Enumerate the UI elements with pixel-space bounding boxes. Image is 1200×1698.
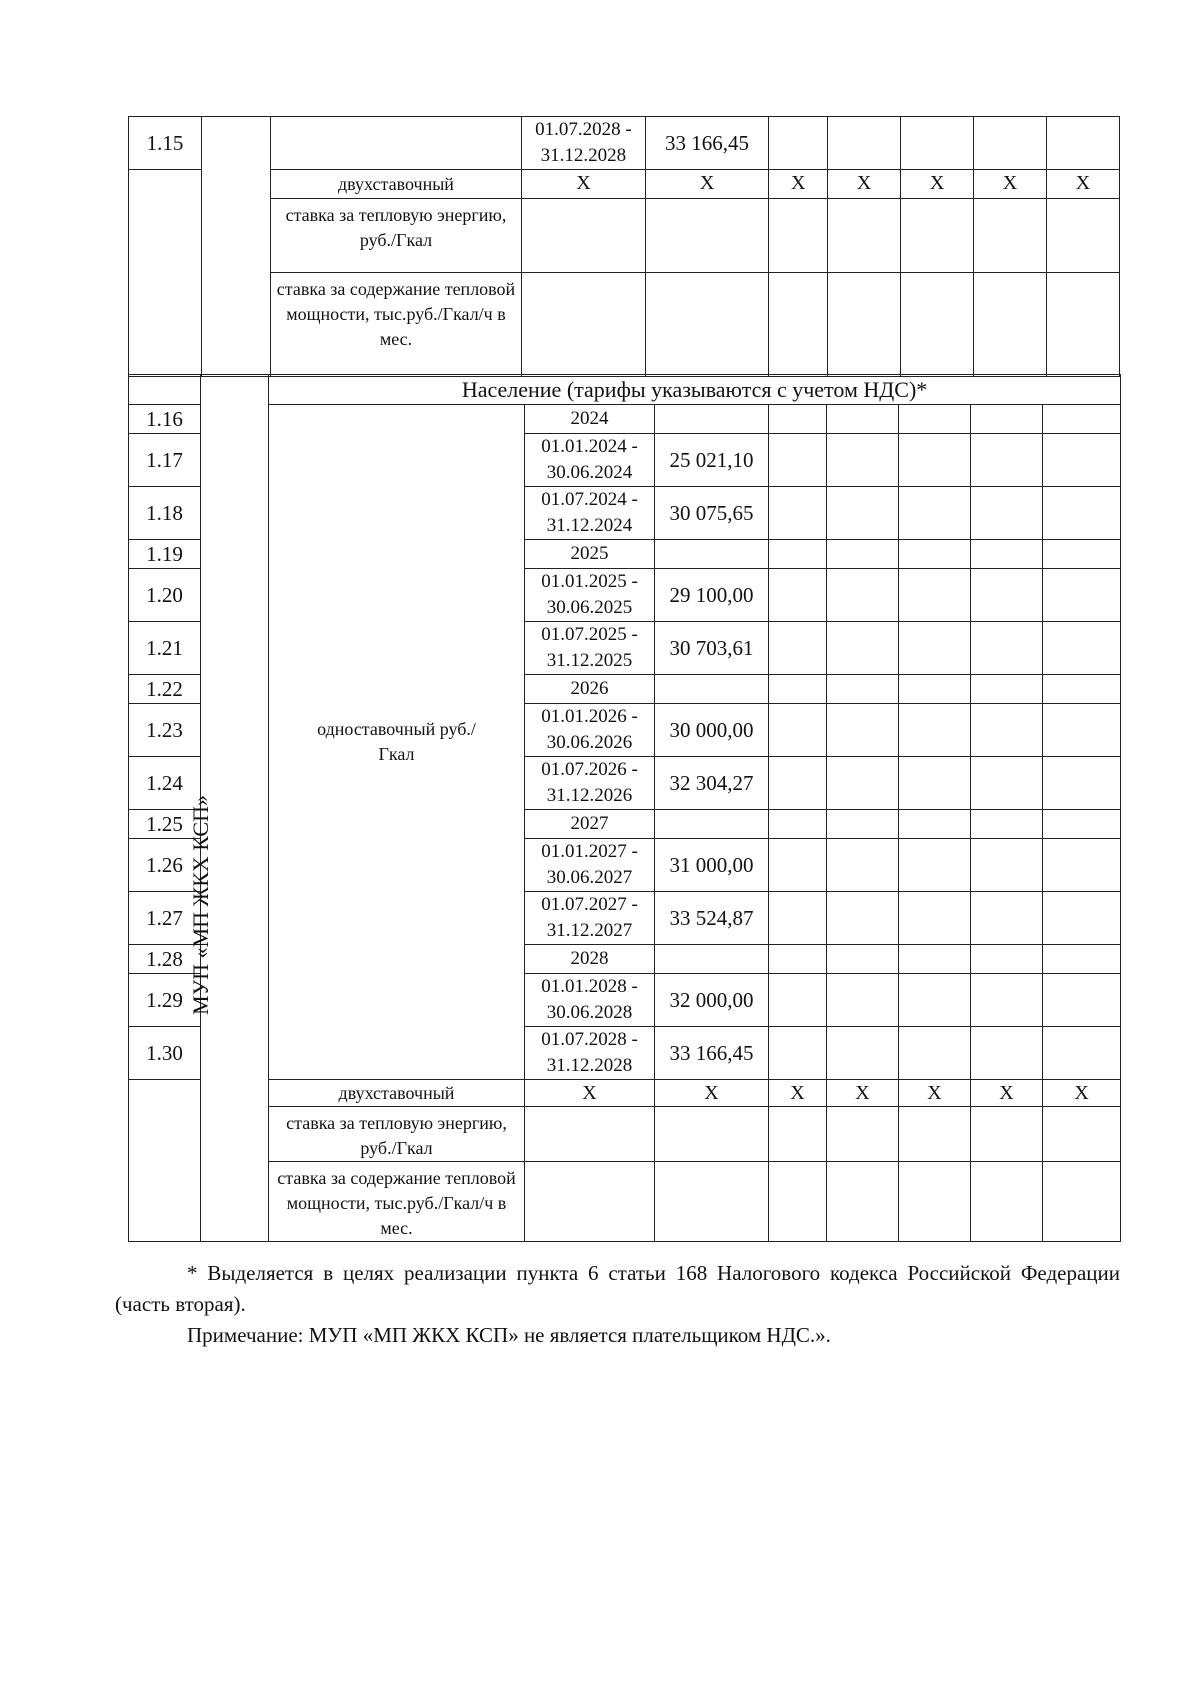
blank-cell	[645, 273, 769, 377]
period-cell: 01.01.2025 - 30.06.2025	[525, 569, 655, 622]
x-mark: Х	[828, 170, 901, 199]
org-cell	[201, 170, 270, 377]
blank-cell	[645, 199, 769, 273]
x-mark: Х	[769, 1080, 827, 1107]
blank-cell	[769, 117, 828, 170]
tariff-value: 30 703,61	[655, 622, 769, 675]
tariff-value: 32 304,27	[655, 757, 769, 810]
blank-cell	[827, 810, 899, 839]
row-number: 1.30	[129, 1027, 201, 1080]
blank-cell	[827, 540, 899, 569]
blank-cell	[769, 704, 827, 757]
blank-cell	[769, 1027, 827, 1080]
table-row	[129, 375, 1121, 405]
blank-cell	[1043, 810, 1121, 839]
blank-cell	[827, 839, 899, 892]
tariff-value: 33 166,45	[645, 117, 769, 170]
blank-cell	[769, 839, 827, 892]
blank-cell	[971, 487, 1043, 540]
period-cell: 01.01.2027 - 30.06.2027	[525, 839, 655, 892]
blank-cell	[971, 434, 1043, 487]
row-number: 1.29	[129, 974, 201, 1027]
blank-cell	[1043, 704, 1121, 757]
blank-cell	[827, 945, 899, 974]
blank-cell	[899, 405, 971, 434]
remark-text: Примечание: МУП «МП ЖКХ КСП» не является плательщиком НДС.».	[187, 1323, 831, 1347]
row-number	[129, 1080, 201, 1242]
blank-cell	[901, 273, 974, 377]
blank-cell	[901, 199, 974, 273]
blank-cell	[899, 974, 971, 1027]
blank-cell	[971, 810, 1043, 839]
row-number: 1.16	[129, 405, 201, 434]
blank-cell	[522, 273, 646, 377]
period-cell: 2027	[525, 810, 655, 839]
blank-cell	[899, 1107, 971, 1162]
blank-cell	[525, 1107, 655, 1162]
blank-cell	[974, 199, 1047, 273]
blank-cell	[1043, 1027, 1121, 1080]
blank-cell	[899, 839, 971, 892]
table-row	[129, 117, 1120, 170]
blank-cell	[769, 757, 827, 810]
blank-cell	[827, 487, 899, 540]
blank-cell	[899, 622, 971, 675]
blank-cell	[655, 1107, 769, 1162]
blank-cell	[769, 1107, 827, 1162]
blank-cell	[769, 487, 827, 540]
section-title: Население (тарифы указываются с учетом НДС)*	[269, 375, 1121, 405]
two-rate-label: двухставочный	[270, 170, 521, 199]
tariff-value: 33 166,45	[655, 1027, 769, 1080]
blank-cell	[971, 757, 1043, 810]
blank-cell	[1043, 675, 1121, 704]
blank-cell	[1046, 117, 1119, 170]
row-number: 1.25	[129, 810, 201, 839]
blank-cell	[769, 540, 827, 569]
period-cell: 01.07.2024 - 31.12.2024	[525, 487, 655, 540]
blank-cell	[971, 945, 1043, 974]
blank-cell	[827, 675, 899, 704]
blank-cell	[1043, 540, 1121, 569]
x-mark: Х	[899, 1080, 971, 1107]
x-mark: Х	[525, 1080, 655, 1107]
period-cell: 01.01.2028 - 30.06.2028	[525, 974, 655, 1027]
x-mark: Х	[974, 170, 1047, 199]
blank-cell	[899, 434, 971, 487]
x-mark: Х	[1043, 1080, 1121, 1107]
blank-cell	[827, 434, 899, 487]
tariff-value: 29 100,00	[655, 569, 769, 622]
row-number: 1.19	[129, 540, 201, 569]
blank-cell	[899, 487, 971, 540]
blank-cell	[899, 569, 971, 622]
blank-cell	[828, 199, 901, 273]
table-row	[129, 273, 1120, 377]
period-cell: 2025	[525, 540, 655, 569]
blank-cell	[1043, 757, 1121, 810]
tariff-value: 31 000,00	[655, 839, 769, 892]
x-mark: Х	[522, 170, 646, 199]
row-number: 1.22	[129, 675, 201, 704]
one-rate-label: одноставочный руб./Гкал	[269, 405, 525, 1080]
tariff-value: 25 021,10	[655, 434, 769, 487]
row-number: 1.28	[129, 945, 201, 974]
blank-cell	[1043, 405, 1121, 434]
period-cell: 2028	[525, 945, 655, 974]
blank-cell	[971, 675, 1043, 704]
blank-cell	[971, 540, 1043, 569]
x-mark: Х	[645, 170, 769, 199]
blank-cell	[522, 199, 646, 273]
blank-cell	[971, 704, 1043, 757]
blank-cell	[974, 273, 1047, 377]
blank-cell	[827, 569, 899, 622]
footnote-text: * Выделяется в целях реализации пункта 6 статьи 168 Налогового кодекса Российской Федерации (часть вторая).	[115, 1261, 1120, 1316]
blank-cell	[899, 1162, 971, 1242]
blank-cell	[827, 405, 899, 434]
blank-cell	[270, 117, 521, 170]
blank-cell	[769, 405, 827, 434]
org-cell	[201, 117, 270, 170]
blank-cell	[827, 1027, 899, 1080]
blank-cell	[769, 945, 827, 974]
blank-cell	[827, 622, 899, 675]
blank-cell	[971, 569, 1043, 622]
blank-cell	[769, 434, 827, 487]
period-cell: 01.07.2025 - 31.12.2025	[525, 622, 655, 675]
tariff-table-population	[128, 374, 1121, 1242]
row-number: 1.15	[129, 117, 202, 170]
period-cell: 01.07.2028 - 31.12.2028	[525, 1027, 655, 1080]
tariff-value: 32 000,00	[655, 974, 769, 1027]
blank-cell	[1043, 487, 1121, 540]
heat-rate-label: ставка за тепловую энергию, руб./Гкал	[269, 1107, 525, 1162]
notes-block	[115, 1258, 1120, 1351]
blank-cell	[1043, 1162, 1121, 1242]
blank-cell	[827, 704, 899, 757]
blank-cell	[899, 675, 971, 704]
blank-cell	[971, 839, 1043, 892]
tariff-value: 33 524,87	[655, 892, 769, 945]
blank-cell	[1046, 273, 1119, 377]
blank-cell	[1043, 434, 1121, 487]
blank-cell	[769, 1162, 827, 1242]
table-row	[129, 1162, 1121, 1242]
row-number: 1.17	[129, 434, 201, 487]
blank-cell	[828, 117, 901, 170]
tariff-value	[655, 405, 769, 434]
row-number: 1.21	[129, 622, 201, 675]
blank-cell	[769, 974, 827, 1027]
blank-cell	[828, 273, 901, 377]
blank-cell	[974, 117, 1047, 170]
tariff-value	[655, 810, 769, 839]
period-cell: 2024	[525, 405, 655, 434]
blank-cell	[1043, 622, 1121, 675]
blank-cell	[769, 810, 827, 839]
blank-cell	[827, 974, 899, 1027]
x-mark: Х	[971, 1080, 1043, 1107]
blank-cell	[827, 892, 899, 945]
table-row	[129, 199, 1120, 273]
tariff-value	[655, 945, 769, 974]
period-cell: 2026	[525, 675, 655, 704]
x-mark: Х	[655, 1080, 769, 1107]
blank-cell	[769, 892, 827, 945]
period-cell: 01.01.2026 - 30.06.2026	[525, 704, 655, 757]
blank-cell	[769, 569, 827, 622]
x-mark: Х	[827, 1080, 899, 1107]
blank-cell	[899, 945, 971, 974]
capacity-rate-label: ставка за содержание тепловой мощности, тыс.руб./Гкал/ч в мес.	[269, 1162, 525, 1242]
table-row	[129, 405, 1121, 434]
x-mark: Х	[1046, 170, 1119, 199]
blank-cell	[971, 1027, 1043, 1080]
two-rate-label: двухставочный	[269, 1080, 525, 1107]
tariff-table-part1	[128, 116, 1120, 377]
row-number: 1.27	[129, 892, 201, 945]
blank-cell	[1043, 945, 1121, 974]
tariff-value	[655, 540, 769, 569]
blank-cell	[971, 1107, 1043, 1162]
blank-cell	[971, 974, 1043, 1027]
blank-cell	[899, 704, 971, 757]
blank-cell	[971, 892, 1043, 945]
tariff-value: 30 000,00	[655, 704, 769, 757]
blank-cell	[899, 810, 971, 839]
row-number	[129, 170, 202, 377]
blank-cell	[1043, 974, 1121, 1027]
table-row	[129, 170, 1120, 199]
tariff-value	[655, 675, 769, 704]
row-number: 1.26	[129, 839, 201, 892]
blank-cell	[1046, 199, 1119, 273]
heat-rate-label: ставка за тепловую энергию, руб./Гкал	[270, 199, 521, 273]
blank-cell	[901, 117, 974, 170]
row-number: 1.24	[129, 757, 201, 810]
capacity-rate-label: ставка за содержание тепловой мощности, тыс.руб./Гкал/ч в мес.	[270, 273, 521, 377]
blank-cell	[971, 622, 1043, 675]
blank-cell	[1043, 892, 1121, 945]
blank-cell	[899, 540, 971, 569]
row-number: 1.20	[129, 569, 201, 622]
period-cell: 01.07.2027 - 31.12.2027	[525, 892, 655, 945]
row-number: 1.18	[129, 487, 201, 540]
blank-cell	[899, 892, 971, 945]
blank-cell	[769, 675, 827, 704]
blank-cell	[827, 1162, 899, 1242]
blank-cell	[1043, 1107, 1121, 1162]
blank-cell	[971, 1162, 1043, 1242]
blank-cell	[769, 622, 827, 675]
tariff-value: 30 075,65	[655, 487, 769, 540]
blank-cell	[655, 1162, 769, 1242]
org-name: МУП «МП ЖКХ КСП»	[188, 795, 213, 1015]
blank-cell	[525, 1162, 655, 1242]
blank-cell	[899, 1027, 971, 1080]
blank-cell	[971, 405, 1043, 434]
x-mark: Х	[901, 170, 974, 199]
period-cell: 01.07.2026 - 31.12.2026	[525, 757, 655, 810]
blank-cell	[769, 199, 828, 273]
blank-cell	[827, 757, 899, 810]
table-row	[129, 1080, 1121, 1107]
blank-cell	[899, 757, 971, 810]
table-row	[129, 1107, 1121, 1162]
blank-cell	[1043, 569, 1121, 622]
row-number	[129, 375, 201, 405]
period-cell: 01.07.2028 - 31.12.2028	[522, 117, 646, 170]
x-mark: Х	[769, 170, 828, 199]
period-cell: 01.01.2024 - 30.06.2024	[525, 434, 655, 487]
blank-cell	[827, 1107, 899, 1162]
blank-cell	[1043, 839, 1121, 892]
row-number: 1.23	[129, 704, 201, 757]
blank-cell	[769, 273, 828, 377]
